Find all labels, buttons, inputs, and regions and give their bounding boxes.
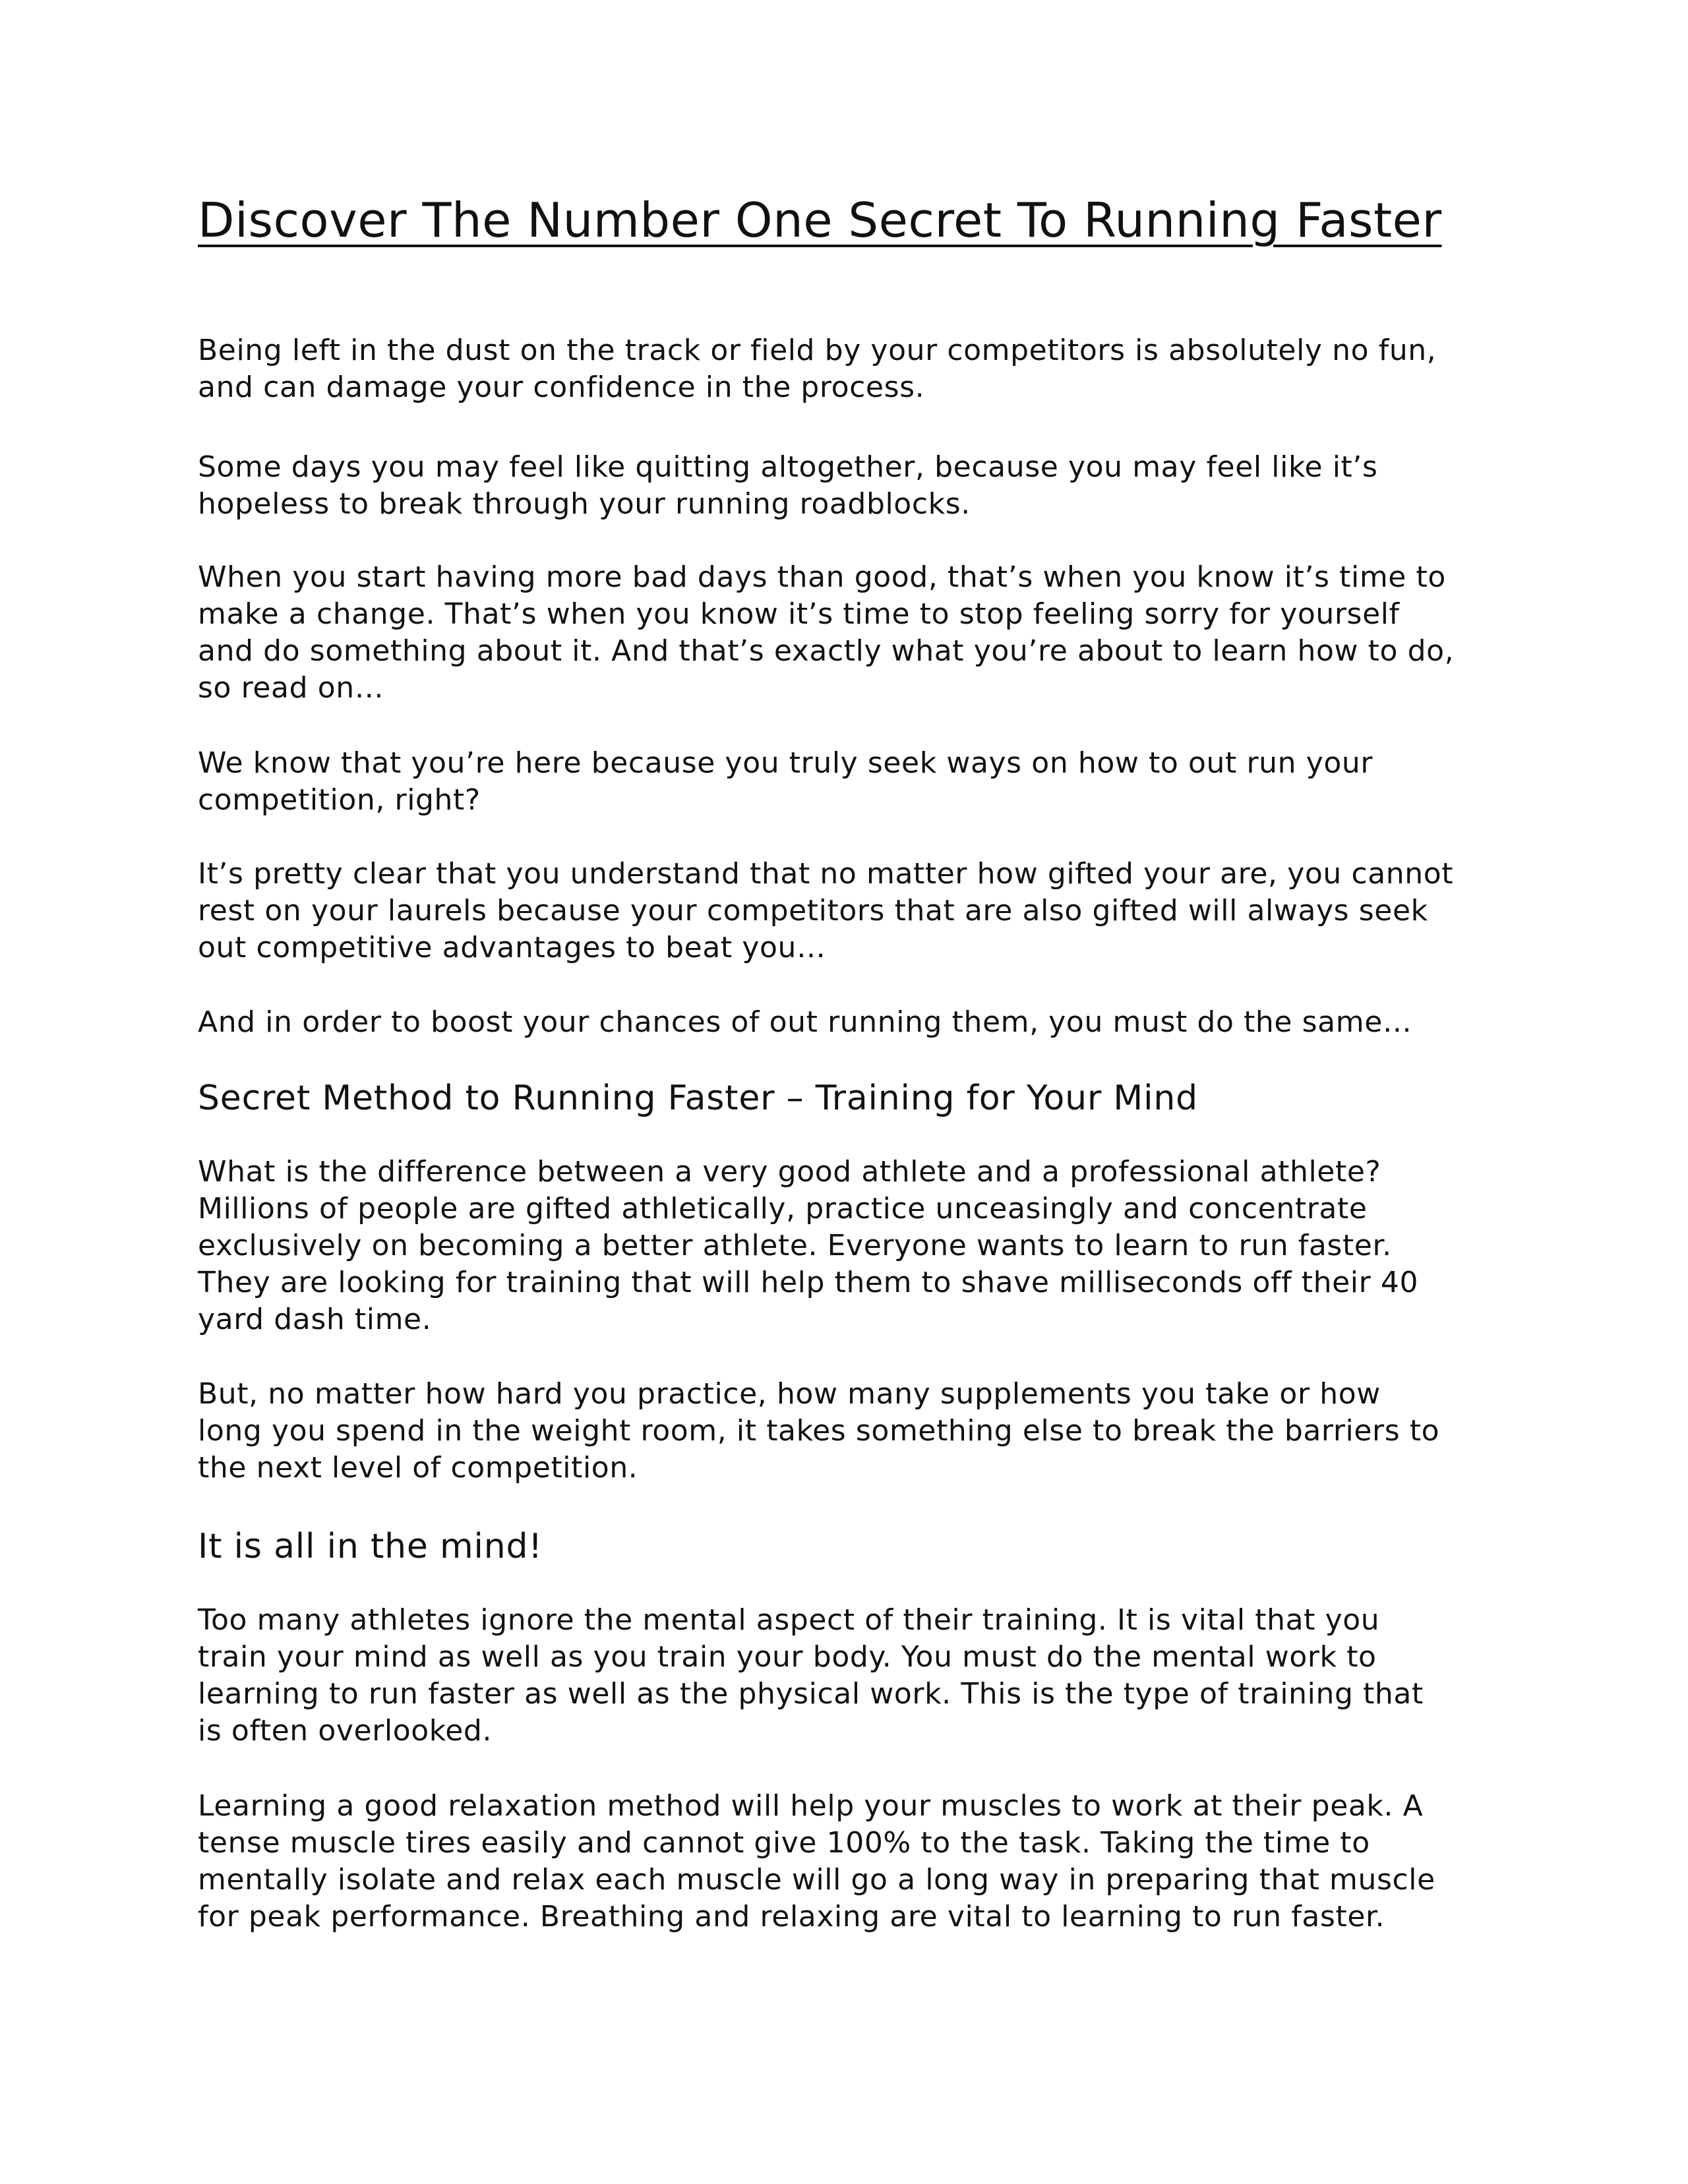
- document-title: Discover The Number One Secret To Running Faster: [198, 192, 1442, 248]
- paragraph-line: make a change. That’s when you know it’s time to stop feeling sorry for yourself: [198, 597, 1400, 631]
- paragraph-line: Some days you may feel like quitting altogether, because you may feel like it’s: [198, 450, 1378, 484]
- paragraph-line: rest on your laurels because your competitors that are also gifted will always seek: [198, 894, 1428, 928]
- paragraph-line: Learning a good relaxation method will help your muscles to work at their peak. A: [198, 1789, 1424, 1823]
- paragraph-6: [198, 1004, 1412, 1041]
- paragraph-line: long you spend in the weight room, it takes something else to break the barriers to: [198, 1414, 1440, 1448]
- document-page: [198, 191, 1510, 1933]
- paragraph-line: But, no matter how hard you practice, how many supplements you take or how: [198, 1377, 1381, 1411]
- paragraph-10: [198, 1788, 1435, 1935]
- paragraph-line: train your mind as well as you train your body. You must do the mental work to: [198, 1640, 1377, 1674]
- paragraph-line: so read on…: [198, 671, 384, 705]
- paragraph-line: mentally isolate and relax each muscle will go a long way in preparing that muscle: [198, 1863, 1435, 1897]
- paragraph-5: [198, 856, 1453, 966]
- paragraph-line: And in order to boost your chances of out running them, you must do the same…: [198, 1005, 1412, 1039]
- paragraph-line: They are looking for training that will help them to shave milliseconds off their 40: [198, 1266, 1419, 1299]
- paragraph-line: and can damage your confidence in the process.: [198, 370, 925, 404]
- section-heading-mind: It is all in the mind!: [198, 1527, 543, 1566]
- paragraph-8: [198, 1376, 1439, 1487]
- paragraph-3: [198, 559, 1454, 707]
- paragraph-line: What is the difference between a very good athlete and a professional athlete?: [198, 1155, 1381, 1189]
- paragraph-7: [198, 1154, 1418, 1338]
- paragraph-9: [198, 1602, 1424, 1750]
- paragraph-1: [198, 332, 1436, 406]
- section-heading-secret-method: Secret Method to Running Faster – Training for Your Mind: [198, 1078, 1198, 1118]
- paragraph-4: [198, 745, 1373, 819]
- paragraph-line: Too many athletes ignore the mental aspect of their training. It is vital that you: [198, 1603, 1380, 1637]
- paragraph-line: hopeless to break through your running roadblocks.: [198, 487, 971, 521]
- paragraph-line: Being left in the dust on the track or field by your competitors is absolutely no fun,: [198, 334, 1437, 367]
- paragraph-line: learning to run faster as well as the physical work. This is the type of training that: [198, 1677, 1424, 1711]
- paragraph-line: It’s pretty clear that you understand that no matter how gifted your are, you cannot: [198, 857, 1454, 891]
- paragraph-line: When you start having more bad days than good, that’s when you know it’s time to: [198, 560, 1446, 594]
- paragraph-line: Millions of people are gifted athletically, practice unceasingly and concentrate: [198, 1192, 1368, 1225]
- paragraph-line: and do something about it. And that’s exactly what you’re about to learn how to do,: [198, 634, 1455, 668]
- paragraph-line: the next level of competition.: [198, 1451, 638, 1485]
- paragraph-line: We know that you’re here because you truly seek ways on how to out run your: [198, 746, 1373, 780]
- paragraph-line: tense muscle tires easily and cannot give 100% to the task. Taking the time to: [198, 1826, 1370, 1860]
- paragraph-line: yard dash time.: [198, 1303, 432, 1336]
- paragraph-line: is often overlooked.: [198, 1714, 493, 1748]
- paragraph-2: [198, 449, 1378, 523]
- paragraph-line: out competitive advantages to beat you…: [198, 931, 826, 964]
- paragraph-line: for peak performance. Breathing and relaxing are vital to learning to run faster.: [198, 1900, 1385, 1933]
- paragraph-line: exclusively on becoming a better athlete. Everyone wants to learn to run faster.: [198, 1229, 1392, 1262]
- paragraph-line: competition, right?: [198, 783, 481, 817]
